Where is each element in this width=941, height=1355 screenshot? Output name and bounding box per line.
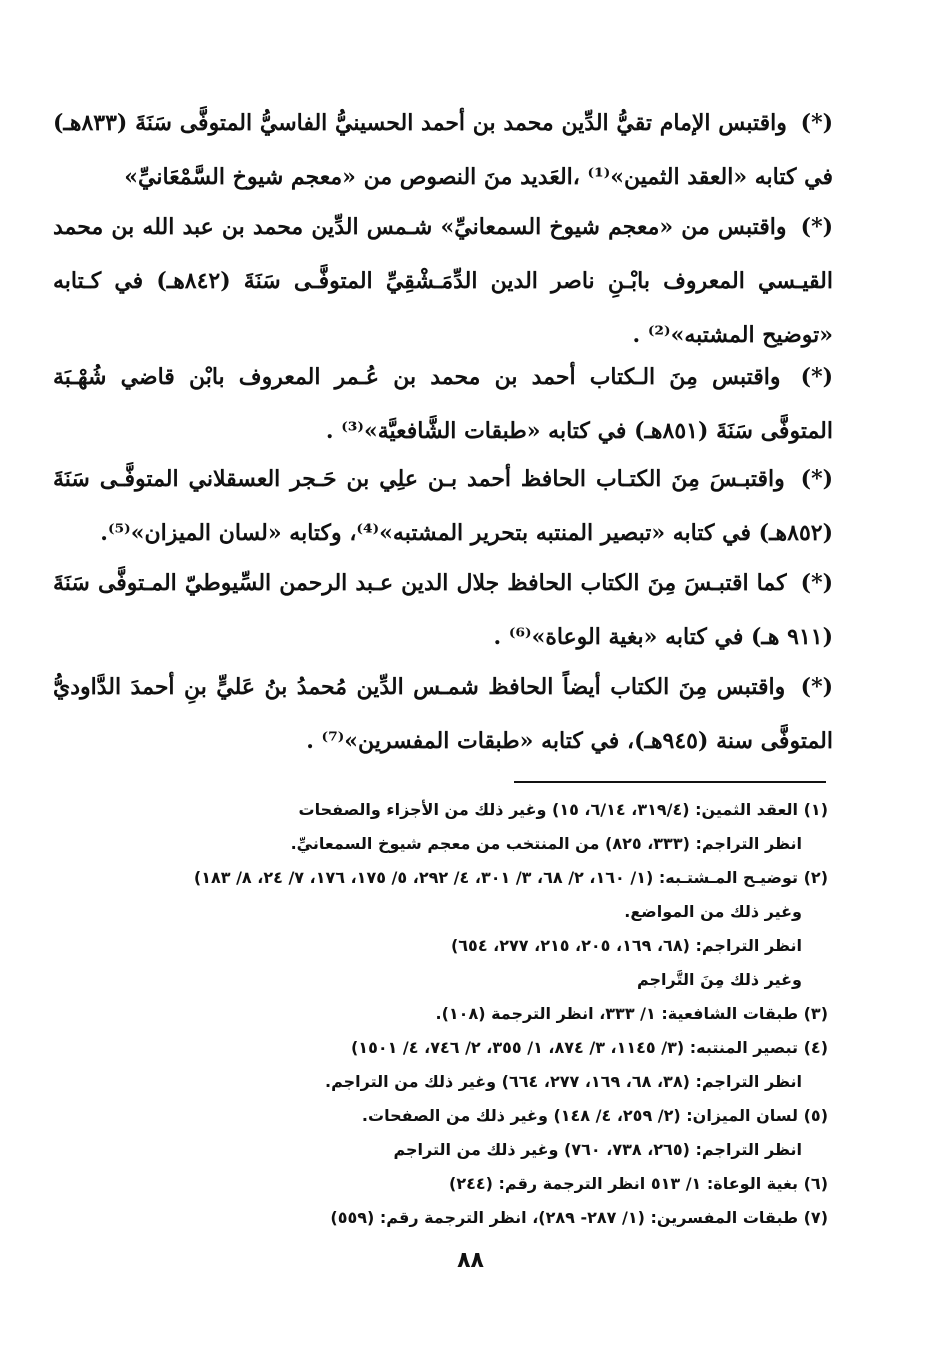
footnote-line: انظر التراجم: (٢٦٥، ٧٣٨، ٧٦٠) وغير ذلك من التراجم [393,1140,802,1159]
paragraph-3 [53,350,833,458]
footnote-line: (٢) توضيـح المـشتـبه: (١/ ١٦٠، ٢/ ٦٨، ٣/ ٣٠١، ٤/ ٢٩٢، ٥/ ١٧٥، ١٧٦، ٧/ ٢٤، ٨/ ١٨٣) [193,868,828,887]
footnote-line: (١) العقد الثمين: (٣١٩/٤، ٦/١٤، ١٥) وغير ذلك من الأجزاء والصفحات [298,800,828,819]
footnote-line: (٣) طبقات الشافعية: ١/ ٣٣٣، انظر الترجمة (١٠٨). [435,1004,828,1023]
paragraph-text: واقتبس مِنَ الـكتاب أحمد بن محمد بن عُـمر المعروف بابْن قاضي شُهْـبَة المتوفَّى سَنَةَ (٨٥١هـ) في كتابه «طبقات الشَّافعيَّة»⁽³⁾ . [53,364,833,444]
paragraph-text: واقتبـسَ مِنَ الكتـاب الحافظ أحمد بـن علِي بن حَـجر العسقلاني المتوفَّـى سَنَةَ (٨٥٢هـ) في كتابه «تبصير المنتبه بتحرير المشتبه»⁽⁴⁾، وكتابه «لسان الميزان»⁽⁵⁾. [53,466,833,546]
footnote-line: (٤) تبصير المنتبه: (٣/ ١١٤٥، ٣/ ٨٧٤، ١/ ٣٥٥، ٢/ ٧٤٦، ٤/ ١٥٠١) [350,1038,828,1057]
footnote-divider [514,781,826,783]
footnote-line: (٦) بغية الوعاة: ١/ ٥١٣ انظر الترجمة رقم: (٢٤٤) [449,1174,828,1193]
footnote-line: (٧) طبقات المفسرين: (١/ ٢٨٧- ٢٨٩)، انظر الترجمة رقم: (٥٥٩) [330,1208,828,1227]
footnote-line: انظر التراجم: (٣٨، ٦٨، ١٦٩، ٢٧٧، ٦٦٤) وغير ذلك من التراجم. [325,1072,802,1091]
paragraph-5 [53,556,833,664]
footnotes [40,793,828,1235]
paragraph-marker: (*) [800,364,833,390]
paragraph-6 [53,660,833,768]
paragraph-1 [53,96,833,204]
paragraph-text: واقتبس الإمام تقيُّ الدِّين محمد بن أحمد الحسينيُّ الفاسيُّ المتوفَّى سَنَةَ (٨٣٣هـ) في كتابه «العقد الثمين»⁽¹⁾ ،العَديد منَ النصوص من «معجم شيوخ السَّمْعَانيِّ» [53,110,833,190]
paragraph-marker: (*) [800,466,833,492]
paragraph-text: واقتبس مِنَ الكتاب أيضاً الحافظ شمـس الدِّين مُحمدُ بنُ عَليٍّ بنِ أحمدَ الدَّاوديُّ المتوفَّى سنة (٩٤٥هـ)، في كتابه «طبقات المفسرين»⁽⁷⁾ . [53,674,833,754]
paragraph-marker: (*) [800,110,833,136]
paragraph-marker: (*) [800,214,833,240]
paragraph-marker: (*) [800,674,833,700]
paragraph-text: واقتبس من «معجم شيوخ السمعانيِّ» شـمس الدِّين محمد بن عبد الله بن محمد القيـسي المعروف بابْـنِ ناصر الدين الدِّمَـشْقِيِّ المتوفَّـى سَنَةَ (٨٤٢هـ) في كـتابه «توضيح المشتبه»⁽²⁾ . [53,214,833,348]
footnote-line: انظر التراجم: (٣٣٣، ٨٢٥) من المنتخب من معجم شيوخ السمعانيِّ. [290,834,802,853]
paragraph-4 [53,452,833,560]
paragraph-2 [53,200,833,362]
paragraph-text: كما اقتبـسَ مِنَ الكتاب الحافظ جلال الدين عـبد الرحمن السِّيوطيّ المـتوفَّى سَنَةَ (٩١١ هـ) في كتابه «بغية الوعاة»⁽⁶⁾ . [53,570,833,650]
footnote-line: (٥) لسان الميزان: (٢/ ٢٥٩، ٤/ ١٤٨) وغير ذلك من الصفحات. [361,1106,828,1125]
footnote-line: وغير ذلك مِنَ التَّراجم [636,970,802,989]
page-number: ٨٨ [457,1248,484,1273]
paragraph-marker: (*) [800,570,833,596]
footnote-line: انظر التراجم: (٦٨، ١٦٩، ٢٠٥، ٢١٥، ٢٧٧، ٦٥٤) [450,936,802,955]
footnote-line: وغير ذلك من المواضع. [624,902,802,921]
